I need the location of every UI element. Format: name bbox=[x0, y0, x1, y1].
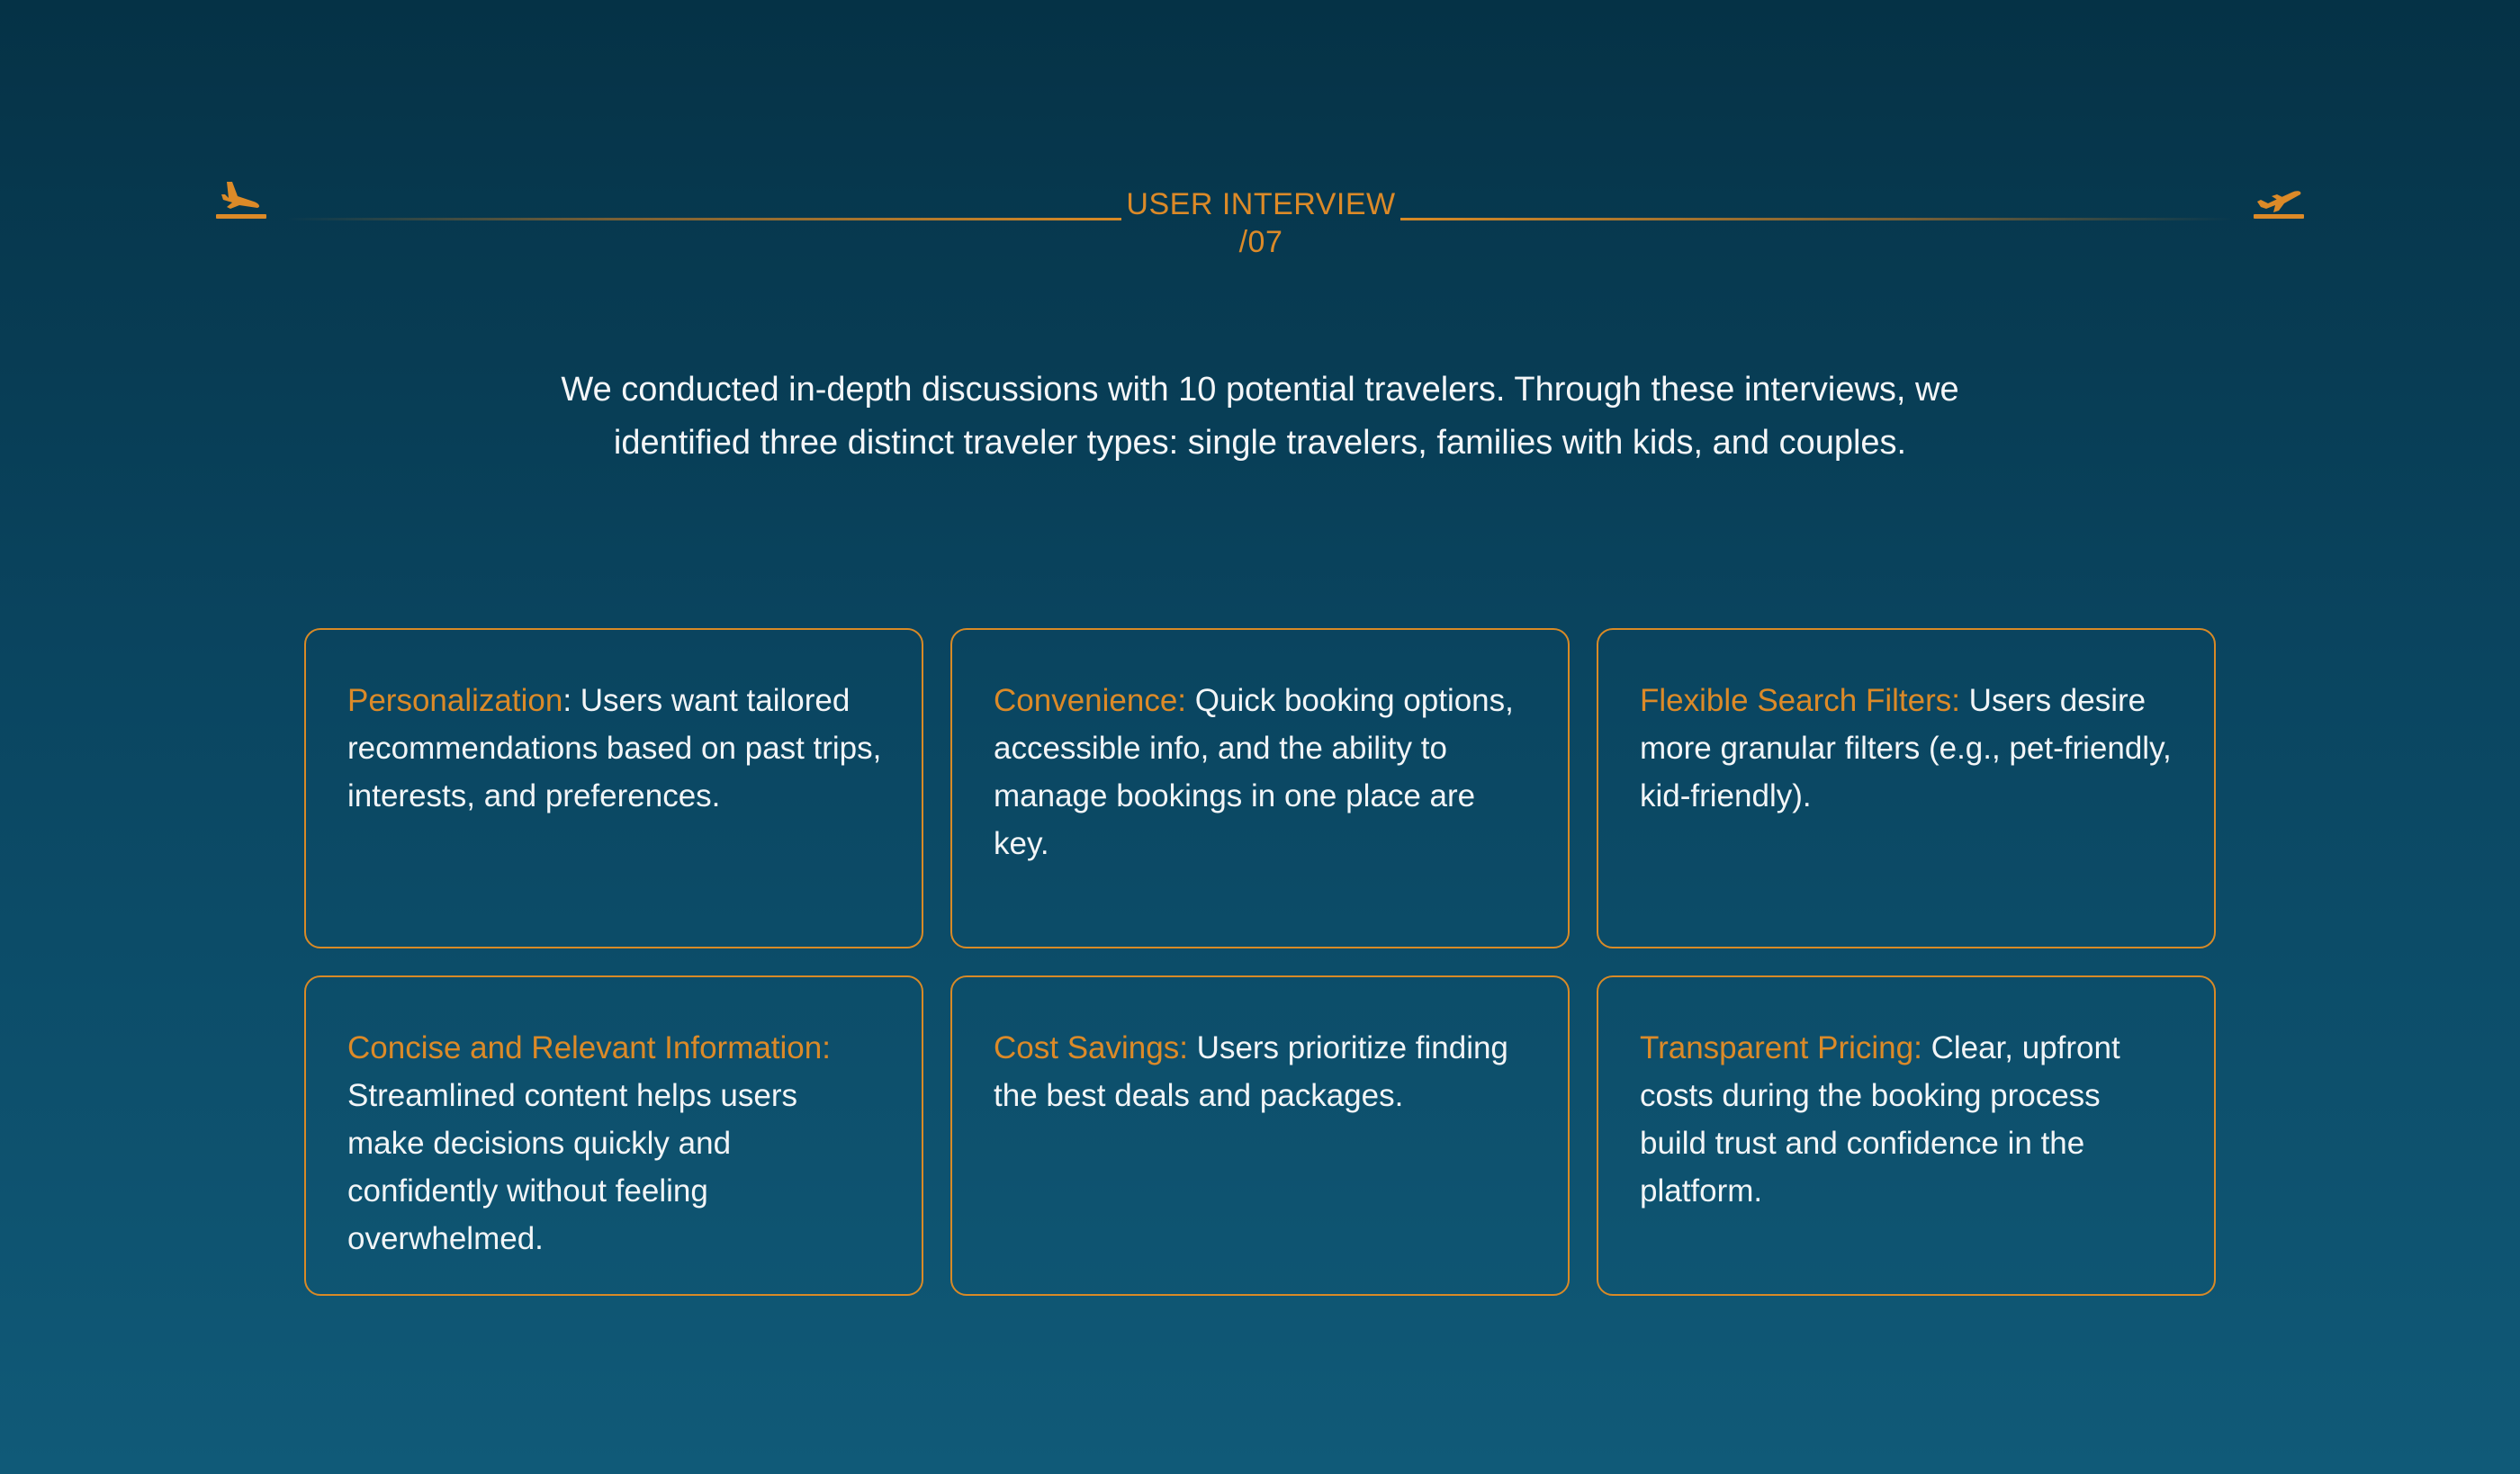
section-header bbox=[0, 171, 2520, 261]
finding-card-flexible-search-filters bbox=[1597, 628, 2216, 948]
finding-text: Users desire more granular filters (e.g., pet-friendly, kid-friendly). bbox=[1640, 683, 2172, 813]
finding-card-convenience bbox=[950, 628, 1570, 948]
finding-label: Concise and Relevant Information: bbox=[347, 1030, 831, 1065]
page-title bbox=[1121, 185, 1400, 261]
plane-landing-icon bbox=[214, 178, 268, 221]
finding-text: Users want tailored recommendations based on past trips, interests, and preferences. bbox=[347, 683, 882, 813]
finding-text: Clear, upfront costs during the booking process build trust and confidence in the platform. bbox=[1640, 1030, 2120, 1209]
finding-label: Convenience: bbox=[994, 683, 1187, 718]
finding-separator: : bbox=[562, 683, 572, 718]
finding-text: Quick booking options, accessible info, and the ability to manage bookings in one place are key. bbox=[994, 683, 1514, 861]
finding-label: Cost Savings: bbox=[994, 1030, 1188, 1065]
finding-card-cost-savings bbox=[950, 975, 1570, 1296]
intro-paragraph: We conducted in-depth discussions with 10 potential travelers. Through these interviews, we identified three distinct traveler types: single travelers, families with kids, and couples. bbox=[561, 371, 1959, 462]
finding-text: Streamlined content helps users make decisions quickly and confidently without feeling overwhelmed. bbox=[347, 1078, 797, 1256]
finding-card-personalization bbox=[304, 628, 923, 948]
finding-card-transparent-pricing bbox=[1597, 975, 2216, 1296]
findings-grid bbox=[304, 628, 2216, 1296]
finding-card-concise-information bbox=[304, 975, 923, 1296]
header-rule-right bbox=[1400, 218, 2233, 220]
page-number: /07 bbox=[1238, 225, 1283, 259]
plane-takeoff-icon bbox=[2252, 178, 2306, 221]
header-rule-left bbox=[286, 218, 1121, 220]
finding-label: Flexible Search Filters: bbox=[1640, 683, 1960, 718]
finding-label: Transparent Pricing: bbox=[1640, 1030, 1922, 1065]
finding-label: Personalization bbox=[347, 683, 563, 718]
page-title-main: USER INTERVIEW bbox=[1126, 187, 1396, 221]
finding-text: Users prioritize finding the best deals and packages. bbox=[994, 1030, 1508, 1113]
